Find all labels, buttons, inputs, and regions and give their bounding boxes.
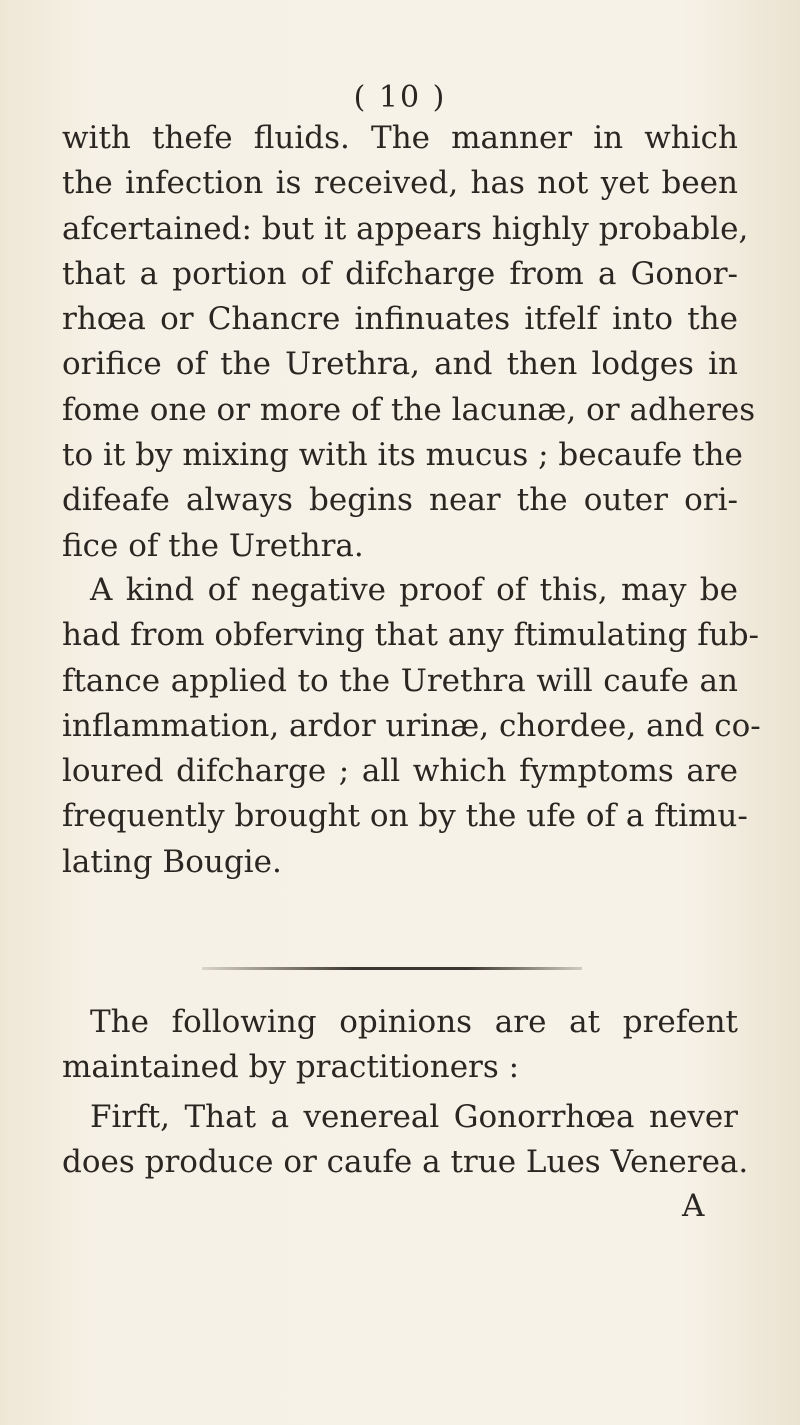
text-line: rhœa or Chancre infinuates itfelf into the — [62, 301, 738, 338]
text-line: to it by mixing with its mucus ; becaufe the — [62, 437, 743, 474]
text-line: the infection is received, has not yet been — [62, 165, 738, 202]
paragraph-3 — [62, 1000, 738, 1091]
text-line: The following opinions are at prefent — [90, 1004, 738, 1040]
text-line: orifice of the Urethra, and then lodges in — [62, 346, 738, 383]
text-line: afcertained: but it appears highly probable, — [62, 210, 749, 247]
paragraph-4 — [62, 1095, 749, 1186]
text-line: ftance applied to the Urethra will caufe an — [62, 662, 738, 699]
text-line: Firft, That a venereal Gonorrhœa never — [90, 1099, 738, 1135]
text-line: fice of the Urethra. — [62, 527, 364, 564]
text-line: that a portion of difcharge from a Gonor- — [62, 255, 738, 292]
text-line: had from obferving that any ftimulating fub- — [62, 617, 760, 654]
text-line: lating Bougie. — [62, 843, 282, 880]
text-line: fome one or more of the lacunæ, or adheres — [62, 391, 756, 428]
paragraph-2 — [62, 568, 761, 885]
text-line: difeafe always begins near the outer ori- — [62, 482, 738, 519]
text-line: inflammation, ardor urinæ, chordee, and co- — [62, 707, 761, 744]
text-line: frequently brought on by the ufe of a ftimu- — [62, 798, 748, 835]
text-line: does produce or caufe a true Lues Venerea. — [62, 1144, 749, 1181]
text-line: A kind of negative proof of this, may be — [90, 572, 738, 608]
section-divider — [202, 967, 582, 970]
paragraph-1 — [62, 116, 756, 569]
catchword: A — [682, 1188, 705, 1224]
page-number: ( 10 ) — [353, 80, 447, 115]
text-line: maintained by practitioners : — [62, 1049, 520, 1086]
text-line: with thefe fluids. The manner in which — [62, 120, 738, 156]
text-line: loured difcharge ; all which fymptoms are — [62, 753, 738, 790]
